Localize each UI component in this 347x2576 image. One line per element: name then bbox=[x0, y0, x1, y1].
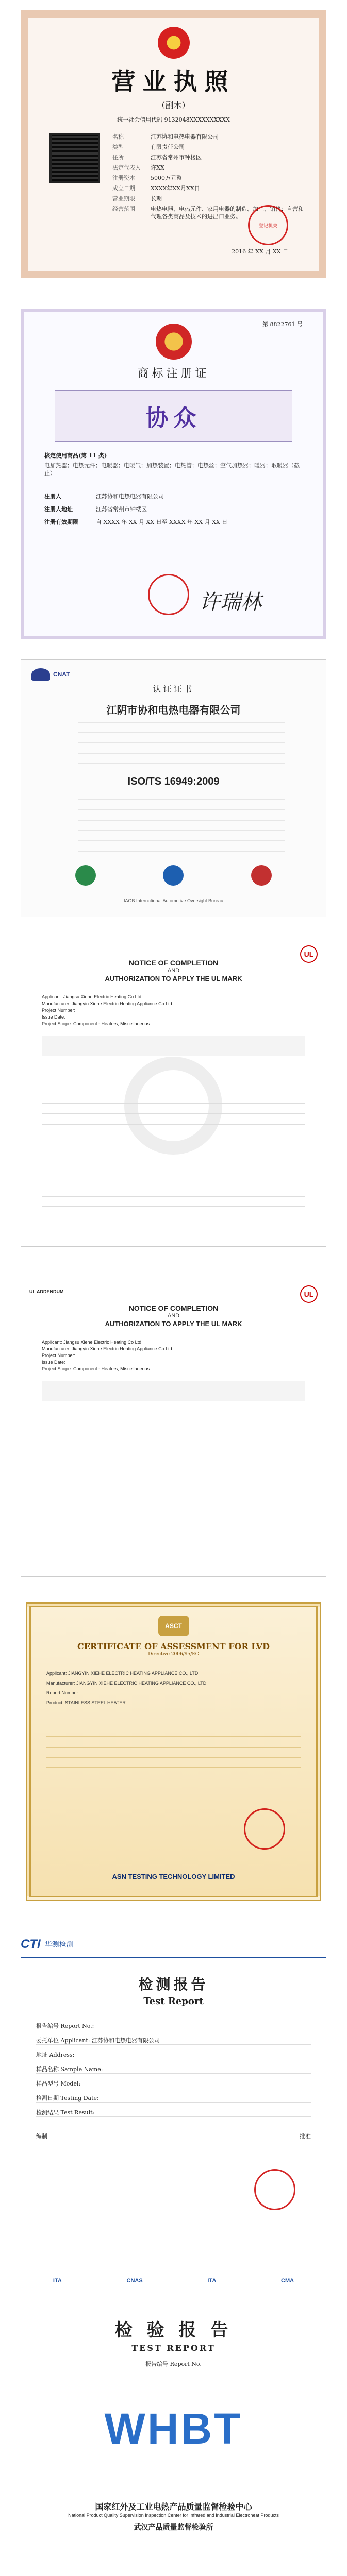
whbt-logo-icon: WHBT bbox=[104, 2404, 243, 2453]
cnas-logo-icon: CNAS bbox=[126, 2278, 143, 2284]
ul2-header: UL ADDENDUM bbox=[29, 1289, 64, 1294]
ul2-subtitle: AUTHORIZATION TO APPLY THE UL MARK bbox=[105, 1320, 242, 1328]
license-field: 法定代表人 许XX bbox=[112, 164, 164, 171]
ul1-row: Applicant: Jiangsu Xiehe Electric Heating Co Ltd bbox=[42, 994, 142, 999]
trademark-number: 第 8822761 号 bbox=[262, 321, 303, 328]
gold-row: Report Number: bbox=[46, 1690, 80, 1696]
trademark-class: 核定使用商品(第 11 类) bbox=[44, 452, 107, 459]
license-qrcode bbox=[41, 133, 108, 210]
license-field: 注册资本 5000万元整 bbox=[112, 175, 182, 181]
trademark-signature: 许瑞林 bbox=[200, 590, 261, 614]
cnat-logo: CNAT bbox=[31, 668, 70, 681]
national-emblem-icon bbox=[158, 27, 190, 59]
cti-rows bbox=[36, 2022, 311, 2117]
asct-logo-icon: ASCT bbox=[158, 1616, 189, 1636]
cti-subtitle: Test Report bbox=[143, 1996, 204, 2007]
ul-watermark-icon bbox=[124, 1057, 222, 1155]
trademark-title: 商标注册证 bbox=[137, 367, 210, 380]
gold-subtitle: Directive 2006/95/EC bbox=[148, 1652, 199, 1657]
ul1-subtitle: AUTHORIZATION TO APPLY THE UL MARK bbox=[105, 975, 242, 982]
ul2-row: Project Scope: Component - Heaters, Miscellaneous bbox=[42, 1366, 150, 1371]
trademark-goods: 电加热器；电热元件；电暖器；电暖气；加热装置；电热管；电热丝；空气加热器；暖器；取暖器（截止） bbox=[44, 462, 300, 477]
license-field: 住所 江苏省常州市钟楼区 bbox=[112, 154, 202, 161]
cti-row: 检测日期 Testing Date: bbox=[36, 2094, 311, 2103]
trademark-address: 注册人地址 江苏省常州市钟楼区 bbox=[44, 506, 147, 513]
ul-notice-1 bbox=[0, 933, 347, 1252]
gold-row: Manufacturer: JIANGYIN XIEHE ELECTRIC HEATING APPLIANCE CO., LTD. bbox=[46, 1681, 208, 1686]
cert-bottom: IAOB International Automotive Oversight Bureau bbox=[123, 898, 224, 903]
gold-title: CERTIFICATE OF ASSESSMENT FOR LVD bbox=[77, 1641, 270, 1651]
whbt1-institute2: 武汉产品质量监督检验所 bbox=[134, 2523, 213, 2532]
ul1-row: Issue Date: bbox=[42, 1014, 65, 1020]
ul2-row: Applicant: Jiangsu Xiehe Electric Heating Co Ltd bbox=[42, 1340, 142, 1345]
ul1-row: Project Scope: Component - Heaters, Miscellaneous bbox=[42, 1021, 150, 1026]
ita-logo-icon: ITA bbox=[207, 2278, 217, 2284]
cti-logo: CTI 华测检测 bbox=[21, 1932, 326, 1958]
ul2-and: AND bbox=[167, 1313, 180, 1319]
cti-row: 地址 Address: bbox=[36, 2051, 311, 2059]
trademark-seal bbox=[148, 574, 189, 615]
license-number: 统一社会信用代码 9132048XXXXXXXXXX bbox=[117, 116, 230, 123]
cti-row: 样品名称 Sample Name: bbox=[36, 2065, 311, 2074]
cti-seal bbox=[254, 2169, 295, 2210]
cti-report bbox=[0, 1927, 347, 2246]
business-license bbox=[0, 0, 347, 289]
ul-logo-icon: UL bbox=[300, 945, 318, 963]
cti-row: 委托单位 Applicant: 江苏协和电热电器有限公司 bbox=[36, 2037, 311, 2045]
cti-approve-label: 批准 bbox=[300, 2133, 311, 2140]
trademark-registrant: 注册人 江苏协和电热电器有限公司 bbox=[44, 493, 164, 500]
cma-logo-icon: CMA bbox=[281, 2278, 294, 2284]
ul2-rows bbox=[42, 1339, 305, 1372]
trademark-period: 注册有效期限 自 XXXX 年 XX 月 XX 日至 XXXX 年 XX 月 XX 日 bbox=[44, 519, 228, 526]
cert-company: 江阴市协和电热电器有限公司 bbox=[106, 704, 241, 716]
gold-row: Product: STAINLESS STEEL HEATER bbox=[46, 1700, 126, 1705]
license-field: 名称 江苏协和电热电器有限公司 bbox=[112, 133, 219, 140]
gold-row: Applicant: JIANGYIN XIEHE ELECTRIC HEATING APPLIANCE CO., LTD. bbox=[46, 1671, 200, 1676]
ul2-row: Issue Date: bbox=[42, 1360, 65, 1365]
whbt-report-1 bbox=[0, 2267, 347, 2576]
cti-row: 报告编号 Report No.: bbox=[36, 2022, 311, 2030]
lvd-certificate bbox=[0, 1597, 347, 1906]
cti-row: 检测结果 Test Result: bbox=[36, 2109, 311, 2117]
license-seal: 登记机关 bbox=[248, 205, 288, 245]
license-field: 类型 有限责任公司 bbox=[112, 144, 185, 150]
license-field: 经营范围 电热电器、电热元件、家用电器的制造、加工、销售；自营和代理各类商品及技术的进出口业务。 bbox=[112, 206, 304, 220]
ul2-row: Project Number: bbox=[42, 1353, 76, 1358]
gold-rows bbox=[46, 1670, 301, 1706]
ul2-title: NOTICE OF COMPLETION bbox=[128, 1304, 219, 1312]
iso-certificate bbox=[0, 654, 347, 922]
whbt1-title: 检 验 报 告 bbox=[114, 2320, 233, 2341]
ul2-row: Manufacturer: Jiangyin Xiehe Electric Heating Appliance Co Ltd bbox=[42, 1346, 172, 1351]
license-field: 成立日期 XXXX年XX月XX日 bbox=[112, 185, 200, 192]
cti-row: 样品型号 Model: bbox=[36, 2080, 311, 2088]
ul1-title: NOTICE OF COMPLETION bbox=[128, 959, 219, 967]
qr-code-icon bbox=[49, 133, 100, 183]
ul-logo-icon: UL bbox=[300, 1285, 318, 1303]
trademark-mark: 协众 bbox=[145, 405, 202, 431]
accreditation-logo-icon bbox=[75, 865, 96, 886]
cti-signatures bbox=[36, 2132, 311, 2140]
license-field: 营业期限 长期 bbox=[112, 195, 162, 202]
whbt1-institute: 国家红外及工业电热产品质量监督检验中心 bbox=[95, 2502, 252, 2512]
cert-standard: ISO/TS 16949:2009 bbox=[127, 776, 220, 787]
ul1-table bbox=[42, 1036, 305, 1056]
cti-sign-label: 编制 bbox=[36, 2133, 47, 2140]
ul-notice-2 bbox=[0, 1273, 347, 1582]
gold-seal bbox=[244, 1808, 285, 1850]
trademark-mark-box bbox=[55, 390, 292, 442]
ita-logo-icon: ITA bbox=[53, 2278, 62, 2284]
accreditation-logo-icon bbox=[163, 865, 184, 886]
license-title: 营业执照 bbox=[111, 67, 236, 95]
whbt1-institute-en: National Product Quality Supervision Inspection Center for Infrared and Industrial Electroheat Products bbox=[68, 2513, 279, 2518]
license-subtitle: （副本） bbox=[157, 100, 190, 110]
ul1-row: Project Number: bbox=[42, 1008, 76, 1013]
ul1-and: AND bbox=[167, 968, 180, 974]
cnat-logo-icon bbox=[31, 668, 50, 681]
whbt1-report-label: 报告编号 Report No. bbox=[145, 2361, 202, 2367]
license-date: 2016 年 XX 月 XX 日 bbox=[232, 248, 288, 255]
trademark-certificate bbox=[0, 304, 347, 644]
ul2-table bbox=[42, 1381, 305, 1401]
whbt1-subtitle: TEST REPORT bbox=[131, 2343, 216, 2353]
license-frame bbox=[21, 10, 326, 278]
whbt-logos bbox=[21, 2272, 326, 2285]
cert-title: 认证证书 bbox=[153, 684, 194, 694]
gold-footer: ASN TESTING TECHNOLOGY LIMITED bbox=[112, 1873, 235, 1880]
cert-footer-logos bbox=[42, 865, 305, 886]
accreditation-logo-icon bbox=[251, 865, 272, 886]
trademark-emblem-icon bbox=[156, 324, 192, 360]
cti-title: 检测报告 bbox=[138, 1976, 209, 1993]
trademark-frame bbox=[21, 309, 326, 639]
ul1-rows bbox=[42, 994, 305, 1027]
ul1-row: Manufacturer: Jiangyin Xiehe Electric Heating Appliance Co Ltd bbox=[42, 1001, 172, 1006]
